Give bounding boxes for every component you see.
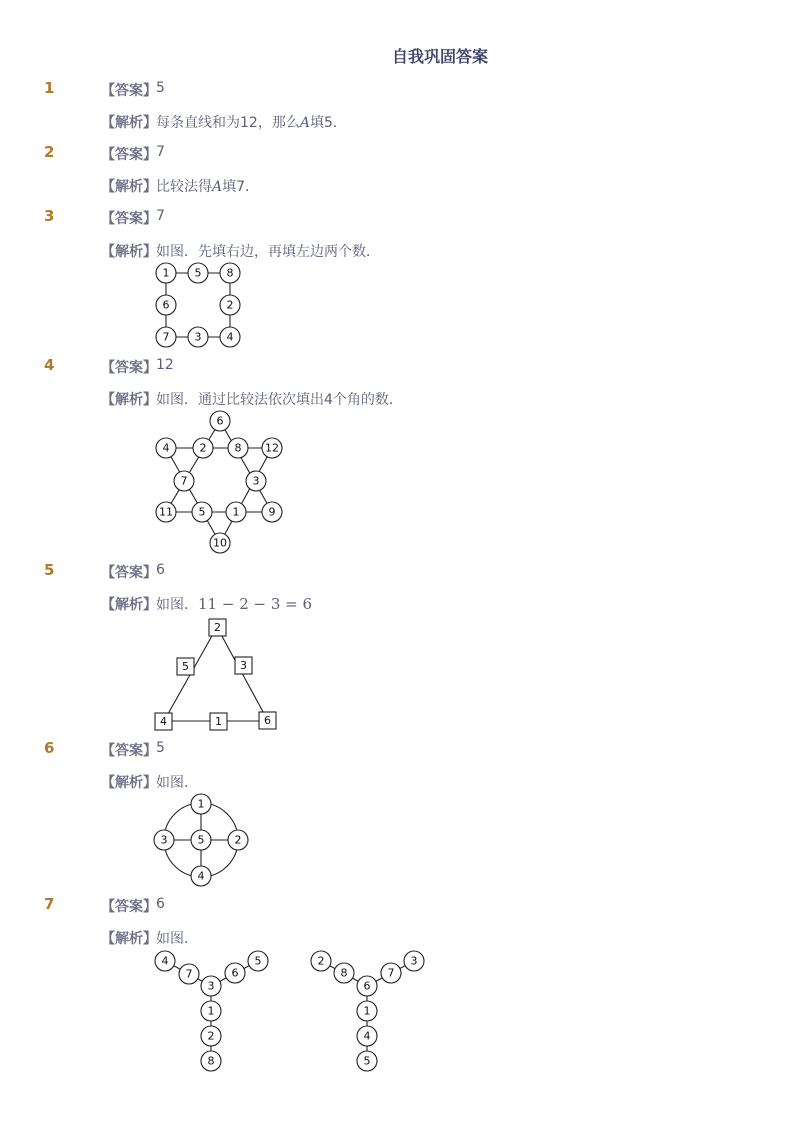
circle-node <box>201 1001 221 1021</box>
circle-node <box>246 471 266 491</box>
analysis-text <box>156 594 312 614</box>
circle-node <box>262 502 282 522</box>
svg-text:4: 4 <box>197 869 205 883</box>
svg-text:1: 1 <box>215 715 222 728</box>
circle-node <box>334 963 354 983</box>
circle-node <box>210 533 230 553</box>
svg-text:1: 1 <box>363 1004 371 1018</box>
circle-node <box>156 263 176 283</box>
figure-triangle-squares <box>150 612 285 734</box>
svg-text:4: 4 <box>160 715 167 728</box>
answer-value: 5 <box>156 80 165 96</box>
circle-node <box>311 951 331 971</box>
svg-text:4: 4 <box>363 1029 371 1043</box>
svg-text:3: 3 <box>207 979 215 993</box>
answer-label: 【答案】 <box>101 899 157 915</box>
answer-value: 5 <box>156 740 165 756</box>
y-tree-left <box>155 951 268 1071</box>
question-number: 5 <box>44 561 55 579</box>
answer-value: 7 <box>156 208 165 224</box>
svg-text:8: 8 <box>340 966 348 980</box>
svg-text:2: 2 <box>317 954 325 968</box>
svg-text:7: 7 <box>387 966 395 980</box>
figure-square-circles <box>150 260 250 352</box>
circle-node <box>357 1001 377 1021</box>
question-number: 4 <box>44 356 55 374</box>
analysis-text-post: 填7． <box>222 179 260 195</box>
analysis-label: 【解析】 <box>101 244 157 260</box>
question-number: 1 <box>44 79 55 97</box>
svg-text:12: 12 <box>265 441 279 455</box>
analysis-label: 【解析】 <box>101 931 157 947</box>
answer-value: 7 <box>156 144 165 160</box>
answer-label: 【答案】 <box>101 83 157 99</box>
svg-text:5: 5 <box>194 266 202 280</box>
circle-node <box>220 295 240 315</box>
svg-text:2: 2 <box>226 298 234 312</box>
circle-node <box>201 1026 221 1046</box>
svg-text:6: 6 <box>162 298 170 312</box>
svg-text:3: 3 <box>194 330 202 344</box>
circle-node <box>192 502 212 522</box>
svg-text:4: 4 <box>161 954 169 968</box>
svg-text:5: 5 <box>182 660 189 673</box>
circle-node <box>357 1026 377 1046</box>
circle-node <box>220 327 240 347</box>
variable-a: A <box>212 179 223 195</box>
svg-text:11: 11 <box>159 505 173 519</box>
svg-text:6: 6 <box>264 714 271 727</box>
figure-circle-cross <box>150 790 255 890</box>
circle-node <box>193 438 213 458</box>
svg-text:1: 1 <box>207 1004 215 1018</box>
circle-node <box>201 1051 221 1071</box>
svg-text:3: 3 <box>240 659 247 672</box>
circle-node <box>191 866 211 886</box>
circle-node <box>179 964 199 984</box>
analysis-text-post: 填5． <box>309 115 347 131</box>
square-node <box>259 712 276 729</box>
svg-text:4: 4 <box>162 441 170 455</box>
analysis-label: 【解析】 <box>101 597 157 613</box>
circle-node <box>248 951 268 971</box>
svg-text:5: 5 <box>363 1054 371 1068</box>
circle-node <box>188 263 208 283</box>
answer-label: 【答案】 <box>101 211 157 227</box>
variable-a: A <box>299 115 310 131</box>
svg-text:4: 4 <box>226 330 234 344</box>
analysis-label: 【解析】 <box>101 775 157 791</box>
analysis-text: 如图． <box>156 931 198 947</box>
analysis-text: 如图．先填右边，再填左边两个数． <box>156 244 380 260</box>
svg-text:6: 6 <box>231 966 239 980</box>
answer-value: 6 <box>156 562 165 578</box>
question-number: 2 <box>44 143 55 161</box>
svg-text:5: 5 <box>254 954 262 968</box>
answer-label: 【答案】 <box>101 565 157 581</box>
answer-label: 【答案】 <box>101 743 157 759</box>
circle-node <box>228 830 248 850</box>
svg-text:2: 2 <box>234 833 242 847</box>
circle-node <box>262 438 282 458</box>
answer-value: 6 <box>156 896 165 912</box>
svg-text:3: 3 <box>410 954 418 968</box>
svg-text:7: 7 <box>162 330 170 344</box>
svg-text:6: 6 <box>216 414 224 428</box>
svg-text:2: 2 <box>199 441 207 455</box>
square-node <box>209 619 226 636</box>
circle-node <box>191 830 211 850</box>
circle-node <box>156 438 176 458</box>
circle-node <box>357 1051 377 1071</box>
answer-value: 12 <box>156 357 174 373</box>
circle-node <box>156 295 176 315</box>
analysis-text: 如图． <box>156 775 198 791</box>
question-number: 7 <box>44 895 55 913</box>
page-title: 自我巩固答案 <box>391 47 488 66</box>
svg-text:3: 3 <box>252 474 260 488</box>
circle-node <box>228 438 248 458</box>
analysis-text-pre: 比较法得 <box>156 179 212 195</box>
svg-text:2: 2 <box>207 1029 215 1043</box>
svg-text:6: 6 <box>363 979 371 993</box>
analysis-label: 【解析】 <box>101 179 157 195</box>
svg-text:7: 7 <box>180 474 188 488</box>
question-number: 6 <box>44 739 55 757</box>
svg-text:2: 2 <box>214 621 221 634</box>
circle-node <box>357 976 377 996</box>
svg-text:10: 10 <box>213 536 227 550</box>
circle-node <box>156 327 176 347</box>
answer-label: 【答案】 <box>101 147 157 163</box>
y-tree-right <box>311 951 424 1071</box>
svg-text:5: 5 <box>198 505 206 519</box>
square-node <box>155 713 172 730</box>
square-node <box>210 713 227 730</box>
circle-node <box>201 976 221 996</box>
circle-node <box>154 830 174 850</box>
svg-text:8: 8 <box>226 266 234 280</box>
analysis-text <box>156 176 259 196</box>
circle-node <box>188 327 208 347</box>
figure-hexagram-circles <box>150 405 290 557</box>
svg-text:1: 1 <box>197 797 205 811</box>
figure-y-trees <box>150 948 430 1076</box>
svg-text:8: 8 <box>234 441 242 455</box>
equation: 11 − 2 − 3 = 6 <box>198 595 313 613</box>
square-node <box>235 657 252 674</box>
question-number: 3 <box>44 207 55 225</box>
square-node <box>177 658 194 675</box>
circle-node <box>155 951 175 971</box>
analysis-text: 如图．通过比较法依次填出4个角的数． <box>156 392 403 408</box>
answer-label: 【答案】 <box>101 360 157 376</box>
circle-node <box>210 411 230 431</box>
analysis-text-pre: 如图． <box>156 597 198 613</box>
svg-text:7: 7 <box>185 967 193 981</box>
circle-node <box>191 794 211 814</box>
analysis-label: 【解析】 <box>101 115 157 131</box>
svg-text:5: 5 <box>197 833 205 847</box>
svg-text:3: 3 <box>160 833 168 847</box>
analysis-text <box>156 112 347 132</box>
circle-node <box>174 471 194 491</box>
circle-node <box>381 963 401 983</box>
analysis-label: 【解析】 <box>101 392 157 408</box>
svg-text:8: 8 <box>207 1054 215 1068</box>
svg-text:9: 9 <box>268 505 276 519</box>
circle-node <box>225 963 245 983</box>
circle-node <box>156 502 176 522</box>
analysis-text-pre: 每条直线和为12，那么 <box>156 115 300 131</box>
svg-text:1: 1 <box>232 505 240 519</box>
svg-text:1: 1 <box>162 266 170 280</box>
circle-node <box>226 502 246 522</box>
circle-node <box>220 263 240 283</box>
circle-node <box>404 951 424 971</box>
